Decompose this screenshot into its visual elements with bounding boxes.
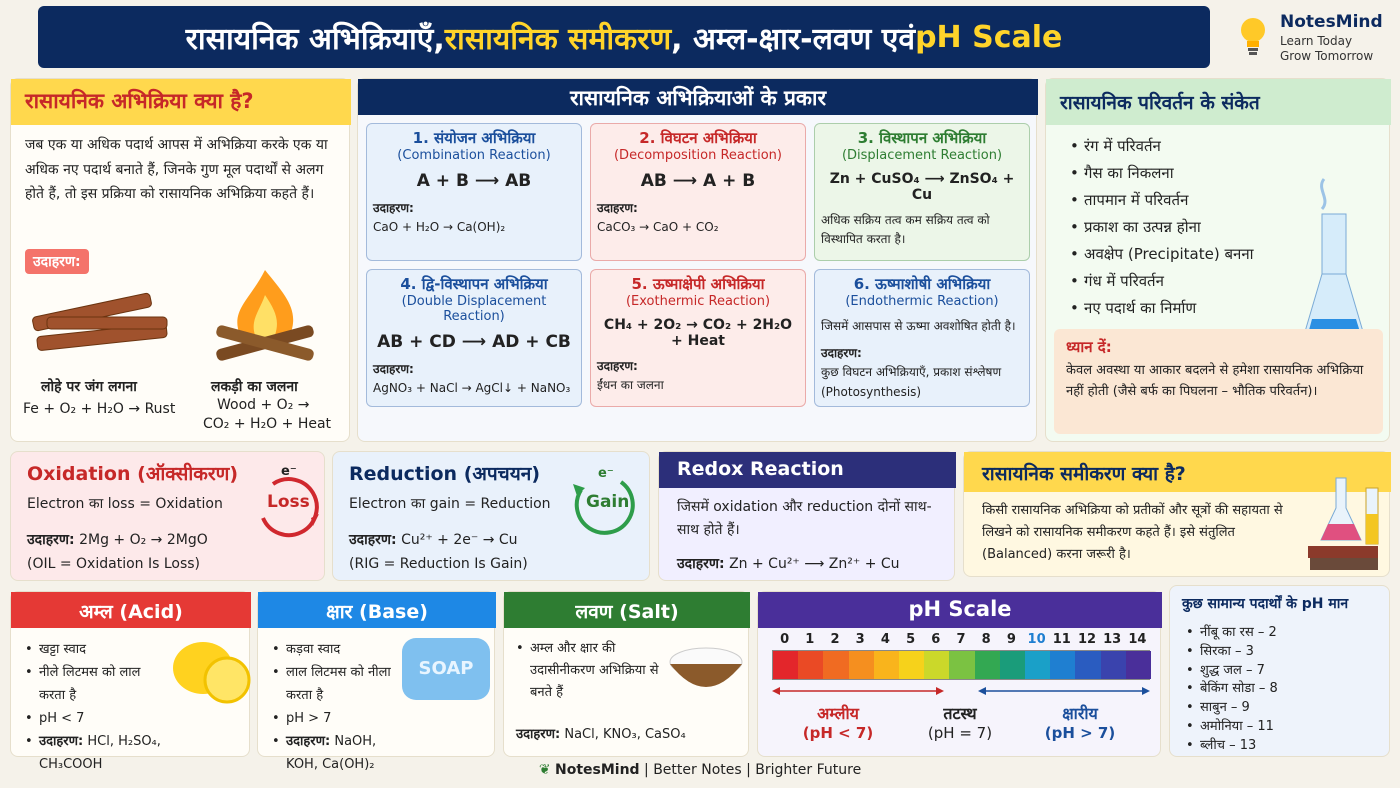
reaction-type-equation: Zn + CuSO₄ ⟶ ZnSO₄ + Cu	[829, 171, 1015, 203]
title-part-1: रासायनिक अभिक्रियाएँ,	[185, 21, 445, 57]
sign-item: • गंध में परिवर्तन	[1068, 268, 1254, 295]
acid-item: • pH < 7	[23, 707, 163, 730]
ph-neutral-label: तटस्थ	[943, 704, 977, 723]
ph-tick-label: 0	[780, 632, 790, 647]
reduction-line: Electron का gain = Reduction	[349, 496, 551, 512]
footer-tagline-2: Brighter Future	[755, 762, 862, 778]
ph-range-arrows	[772, 686, 1150, 696]
reaction-types-card	[357, 78, 1037, 442]
reaction-type-example	[597, 357, 799, 395]
reaction-type-example	[373, 199, 575, 237]
reaction-type-example	[373, 360, 575, 398]
equation-title: रासायनिक समीकरण क्या है?	[982, 463, 1186, 485]
ex2-label: लकड़ी का जलना	[211, 379, 298, 395]
redox-example	[677, 554, 900, 573]
reaction-type-example	[821, 211, 1023, 249]
reaction-type-title: 4. द्वि-विस्थापन अभिक्रिया	[400, 275, 548, 293]
oxidation-ex-label: उदाहरण:	[27, 532, 75, 548]
oxidation-card	[10, 451, 325, 581]
ph-basic-label: क्षारीय	[1062, 704, 1098, 723]
reaction-type-example-label: उदाहरण:	[597, 359, 638, 373]
lab-beakers-icon	[1306, 468, 1386, 574]
reaction-type-box	[814, 123, 1030, 261]
ph-color-segment	[1000, 651, 1026, 679]
footer-brand: NotesMind	[555, 762, 640, 778]
note-title: ध्यान दें:	[1066, 338, 1112, 356]
ex1-label: लोहे पर जंग लगना	[41, 379, 137, 395]
ph-color-segment	[798, 651, 824, 679]
reduction-ex: Cu²⁺ + 2e⁻ → Cu	[401, 532, 518, 548]
common-ph-card	[1169, 585, 1390, 757]
common-ph-list	[1184, 624, 1278, 756]
what-is-reaction-card	[10, 78, 350, 442]
common-ph-item: • शुद्ध जल – 7	[1184, 662, 1278, 681]
ph-tick-label: 1	[805, 632, 815, 647]
reaction-type-example	[821, 344, 1023, 402]
acid-ex-label: उदाहरण:	[39, 734, 84, 749]
footer-sep: |	[644, 762, 649, 778]
oxidation-example	[27, 530, 208, 549]
base-list	[270, 638, 410, 776]
oxidation-note: (OIL = Oxidation Is Loss)	[27, 556, 201, 572]
ph-tick-label: 2	[830, 632, 840, 647]
reaction-type-title: 5. ऊष्माक्षेपी अभिक्रिया	[631, 275, 765, 293]
brand-logo	[1232, 10, 1392, 66]
salt-ex: NaCl, KNO₃, CaSO₄	[564, 727, 686, 742]
reaction-type-example-text: CaO + H₂O → Ca(OH)₂	[373, 220, 506, 235]
salt-item: • अम्ल और क्षार की उदासीनीकरण अभिक्रिया से बनते हैं	[514, 638, 666, 704]
reduction-ex-label: उदाहरण:	[349, 532, 397, 548]
ph-tick-label: 5	[906, 632, 916, 647]
common-ph-item: • ब्लीच – 13	[1184, 737, 1278, 756]
ph-color-segment	[849, 651, 875, 679]
ph-color-segment	[975, 651, 1001, 679]
ph-color-bar	[772, 650, 1150, 680]
ph-color-segment	[924, 651, 950, 679]
acid-list	[23, 638, 163, 776]
equation-card	[963, 451, 1390, 577]
reaction-type-box	[590, 123, 806, 261]
ph-tick-label: 4	[880, 632, 890, 647]
reaction-type-english: (Exothermic Reaction)	[625, 294, 771, 309]
leaf-icon: ❦	[538, 762, 551, 778]
sign-item: • प्रकाश का उत्पन्न होना	[1068, 214, 1254, 241]
reduction-icon-e: e⁻	[598, 466, 614, 481]
ph-basic-value: (pH > 7)	[1044, 724, 1116, 742]
note-text: केवल अवस्था या आकार बदलने से हमेशा रासायनिक अभिक्रिया नहीं होती (जैसे बर्फ का पिघलना – भौतिक परिवर्तन)।	[1066, 363, 1364, 399]
oxidation-icon-e: e⁻	[281, 464, 297, 479]
reaction-type-example-label: उदाहरण:	[821, 346, 862, 361]
rusty-nails-icon	[27, 285, 177, 365]
what-text: जब एक या अधिक पदार्थ आपस में अभिक्रिया करके एक या अधिक नए पदार्थ बनाते हैं, जिनके गुण मूल पदार्थों से अलग होते हैं, तो इस प्रक्रिया को रासायनिक अभिक्रिया कहते हैं।	[25, 137, 328, 202]
ex1-equation: Fe + O₂ + H₂O → Rust	[23, 401, 176, 417]
ph-tick-label: 7	[956, 632, 966, 647]
ph-scale-card	[757, 591, 1161, 757]
oxidation-icon-word: Loss	[267, 492, 310, 512]
sign-item: • रंग में परिवर्तन	[1068, 133, 1254, 160]
salt-example	[516, 724, 686, 742]
lightbulb-icon	[1238, 16, 1268, 58]
bonfire-icon	[205, 265, 325, 365]
reaction-type-title: 2. विघटन अभिक्रिया	[639, 129, 757, 147]
ph-color-segment	[899, 651, 925, 679]
reaction-type-equation: जिसमें आसपास से ऊष्मा अवशोषित होती है।	[821, 319, 1016, 333]
ph-color-segment	[823, 651, 849, 679]
ph-color-segment	[874, 651, 900, 679]
reaction-type-example-label: उदाहरण:	[373, 362, 414, 376]
reaction-type-title: 3. विस्थापन अभिक्रिया	[857, 129, 987, 147]
base-card	[257, 591, 495, 772]
ph-color-segment	[1050, 651, 1076, 679]
base-title: क्षार (Base)	[326, 601, 428, 623]
reaction-type-equation: AB + CD ⟶ AD + CB	[377, 332, 571, 352]
ph-tick-label: 6	[931, 632, 941, 647]
soap-icon: SOAP	[402, 638, 490, 700]
ph-tick-label: 9	[1006, 632, 1016, 647]
lemon-icon	[171, 634, 251, 706]
acid-card	[10, 591, 250, 772]
base-item: • pH > 7	[270, 707, 410, 730]
reaction-type-english: (Endothermic Reaction)	[845, 294, 999, 309]
base-ex: NaOH, KOH, Ca(OH)₂	[286, 734, 377, 772]
base-item: • लाल लिटमस को नीला करता है	[270, 661, 410, 707]
ph-neutral-value: (pH = 7)	[927, 724, 993, 742]
reaction-type-example	[597, 199, 799, 237]
reaction-type-equation: A + B ⟶ AB	[416, 171, 532, 191]
redox-ex: Zn + Cu²⁺ ⟶ Zn²⁺ + Cu	[729, 556, 900, 572]
title-part-3: , अम्ल-क्षार-लवण एवं	[671, 21, 916, 57]
reduction-title: Reduction (अपचयन)	[349, 463, 541, 485]
reaction-type-box	[366, 123, 582, 261]
salt-ex-label: उदाहरण:	[516, 727, 561, 742]
reduction-example	[349, 530, 518, 549]
common-ph-title: कुछ सामान्य पदार्थों के pH मान	[1182, 596, 1349, 612]
reaction-type-example-text: कुछ विघटन अभिक्रियाएँ, प्रकाश संश्लेषण (Photosynthesis)	[821, 365, 1002, 399]
sign-item: • अवक्षेप (Precipitate) बनना	[1068, 241, 1254, 268]
salt-card	[503, 591, 749, 757]
ph-acidic-label: अम्लीय	[817, 704, 859, 723]
ph-title: pH Scale	[908, 597, 1012, 621]
reaction-type-example-text: CaCO₃ → CaO + CO₂	[597, 220, 719, 235]
reduction-icon-word: Gain	[586, 492, 630, 512]
reaction-type-english: (Double Displacement Reaction)	[401, 294, 547, 324]
ex2-equation-line1: Wood + O₂ →	[217, 397, 310, 413]
sign-item: • तापमान में परिवर्तन	[1068, 187, 1254, 214]
reaction-type-box	[366, 269, 582, 407]
redox-text: जिसमें oxidation और reduction दोनों साथ-साथ होते हैं।	[677, 499, 932, 539]
reaction-type-example-text: AgNO₃ + NaCl → AgCl↓ + NaNO₃	[373, 381, 571, 396]
common-ph-item: • साबुन – 9	[1184, 699, 1278, 718]
reaction-type-example-label: उदाहरण:	[597, 201, 638, 215]
reaction-type-box	[590, 269, 806, 407]
what-title: रासायनिक अभिक्रिया क्या है?	[25, 89, 254, 113]
signs-list	[1068, 133, 1254, 322]
ph-color-segment	[1101, 651, 1127, 679]
signs-title: रासायनिक परिवर्तन के संकेत	[1060, 92, 1260, 114]
ph-color-segment	[1075, 651, 1101, 679]
redox-card	[658, 451, 955, 581]
oxidation-ex: 2Mg + O₂ → 2MgO	[79, 532, 208, 548]
sign-item: • गैस का निकलना	[1068, 160, 1254, 187]
common-ph-item: • बेकिंग सोडा – 8	[1184, 680, 1278, 699]
acid-title: अम्ल (Acid)	[79, 601, 183, 623]
ph-tick-label: 8	[981, 632, 991, 647]
reaction-type-english: (Combination Reaction)	[397, 148, 551, 163]
reaction-type-english: (Decomposition Reaction)	[613, 148, 782, 163]
sign-item: • नए पदार्थ का निर्माण	[1068, 295, 1254, 322]
ph-color-segment	[949, 651, 975, 679]
ex2-equation-line2: CO₂ + H₂O + Heat	[203, 416, 332, 432]
footer-tagline-1: Better Notes	[653, 762, 742, 778]
equation-text: किसी रासायनिक अभिक्रिया को प्रतीकों और सूत्रों की सहायता से लिखने को रासायनिक समीकरण कहते हैं। इसे संतुलित (Balanced) करना जरूरी है।	[982, 503, 1283, 563]
ph-tick-label: 3	[855, 632, 865, 647]
title-part-2: रासायनिक समीकरण	[444, 21, 672, 57]
ph-color-segment	[773, 651, 799, 679]
ph-tick-label: 11	[1052, 632, 1071, 647]
acid-ex: HCl, H₂SO₄, CH₃COOH	[39, 734, 161, 772]
types-title: रासायनिक अभिक्रियाओं के प्रकार	[569, 86, 827, 110]
reaction-type-equation: CH₄ + 2O₂ → CO₂ + 2H₂O + Heat	[603, 317, 793, 349]
title-part-4: pH Scale	[915, 19, 1063, 55]
salt-list	[514, 638, 666, 704]
ph-color-segment	[1126, 651, 1152, 679]
reaction-type-example-label: उदाहरण:	[373, 201, 414, 215]
ph-color-segment	[1025, 651, 1051, 679]
example-badge: उदाहरण:	[25, 249, 89, 274]
ph-acidic-value: (pH < 7)	[802, 724, 874, 742]
logo-tagline-2: Grow Tomorrow	[1280, 49, 1374, 63]
ph-tick-label: 13	[1103, 632, 1122, 647]
salt-title: लवण (Salt)	[575, 601, 679, 623]
salt-bowl-icon	[666, 640, 746, 700]
signs-card	[1045, 78, 1390, 442]
ph-tick-label: 10	[1027, 632, 1046, 647]
acid-item: • खट्टा स्वाद	[23, 638, 163, 661]
base-item: • कड़वा स्वाद	[270, 638, 410, 661]
reaction-type-equation: AB ⟶ A + B	[640, 171, 756, 191]
reduction-note: (RIG = Reduction Is Gain)	[349, 556, 528, 572]
oxidation-line: Electron का loss = Oxidation	[27, 496, 223, 512]
reaction-type-example-text: अधिक सक्रिय तत्व कम सक्रिय तत्व को विस्थापित करता है।	[821, 213, 990, 247]
reaction-type-example-text: ईंधन का जलना	[597, 378, 664, 393]
reduction-card	[332, 451, 650, 581]
logo-tagline-1: Learn Today	[1280, 34, 1353, 48]
footer	[0, 762, 1400, 778]
redox-title: Redox Reaction	[677, 458, 844, 480]
ph-tick-label: 12	[1077, 632, 1097, 647]
footer-sep: |	[746, 762, 751, 778]
page-title-banner	[38, 6, 1210, 68]
redox-ex-label: उदाहरण:	[677, 556, 725, 572]
common-ph-item: • अमोनिया – 11	[1184, 718, 1278, 737]
reaction-type-box	[814, 269, 1030, 407]
common-ph-item: • नींबू का रस – 2	[1184, 624, 1278, 643]
logo-name: NotesMind	[1280, 12, 1383, 32]
ph-tick-row	[772, 632, 1150, 650]
acid-item: • नीले लिटमस को लाल करता है	[23, 661, 163, 707]
reaction-type-title: 1. संयोजन अभिक्रिया	[412, 129, 536, 147]
common-ph-item: • सिरका – 3	[1184, 643, 1278, 662]
ph-tick-label: 14	[1128, 632, 1147, 647]
reaction-type-title: 6. ऊष्माशोषी अभिक्रिया	[853, 275, 991, 293]
reaction-type-english: (Displacement Reaction)	[841, 148, 1003, 163]
base-ex-label: उदाहरण:	[286, 734, 331, 749]
oxidation-title: Oxidation (ऑक्सीकरण)	[27, 463, 239, 485]
